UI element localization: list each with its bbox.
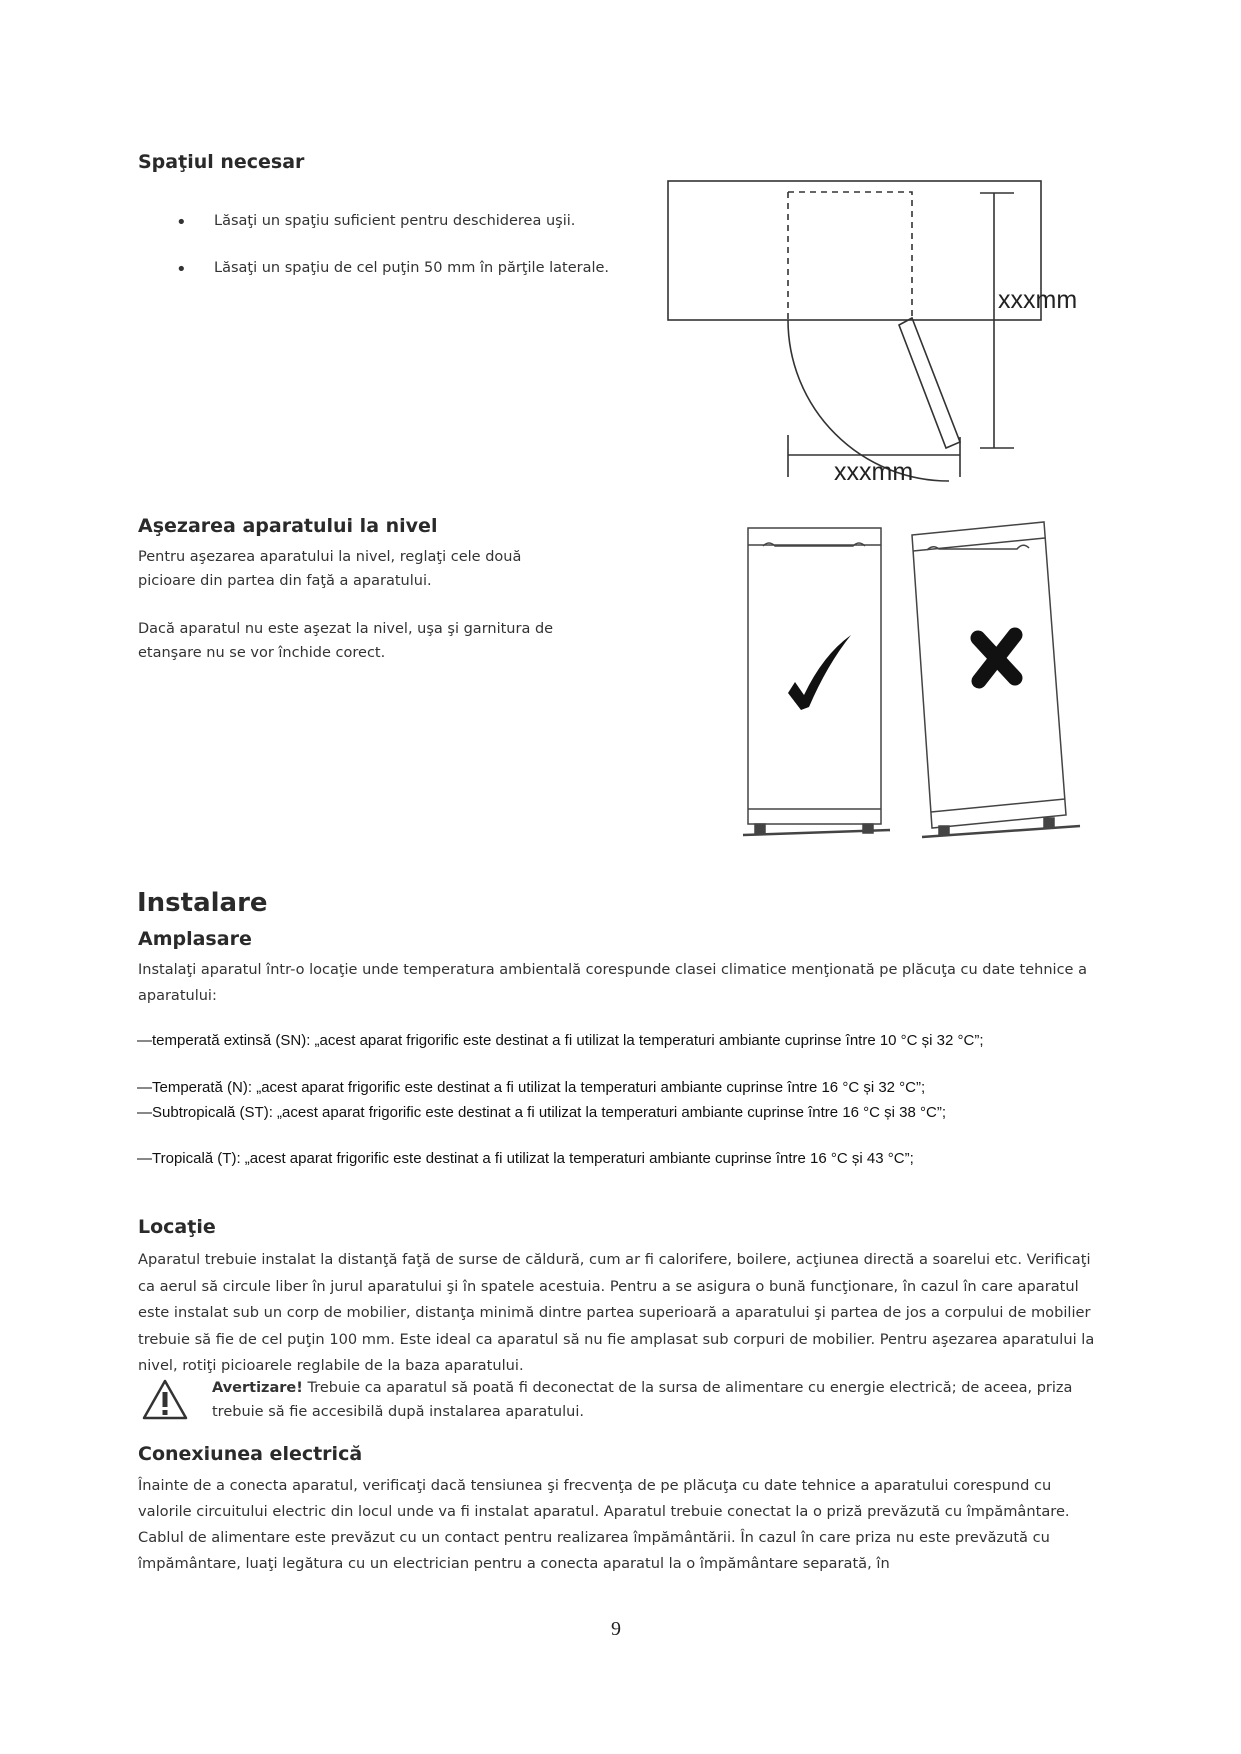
warning-label: Avertizare! — [212, 1380, 303, 1396]
door-swing-arc — [788, 320, 949, 481]
section-title-instalare: Instalare — [137, 888, 268, 918]
amplasare-paragraph: Instalaţi aparatul într-o locaţie unde temperatura ambientală corespunde clasei climatice menţionată pe plăcuţa cu date tehnice a aparatului: — [138, 962, 1087, 1004]
conexiune-paragraph: Înainte de a conecta aparatul, verificaţi dacă tensiunea şi frecvenţa de pe plăcuţa cu date tehnice a aparatului corespund cu valorile circuitului electric din locul unde va fi instalat aparatul. Aparatul trebuie conectat la o priză prevăzută cu împământare. Cablul de alimentare este prevăzut cu un contact pentru realizarea împământării. În cazul în care priza nu este prevăzută cu împământare, luaţi legătura cu un electrician pentru a conecta aparatul la o împământare separată, în — [138, 1477, 1070, 1572]
appliance-top-view — [668, 181, 1041, 320]
height-label: xxxmm — [998, 286, 1078, 314]
door-clearance-diagram — [660, 175, 1100, 485]
level-comparison-illustration — [735, 515, 1100, 845]
open-door-panel — [899, 318, 960, 448]
warning-note — [212, 1376, 1092, 1424]
warning-text: Trebuie ca aparatul să poată fi deconectat de la sursa de alimentare cu energie electrică; de aceea, priza trebuie să fie accesibilă după instalarea aparatului. — [212, 1380, 1073, 1420]
width-label: xxxmm — [834, 458, 914, 485]
warning-triangle-icon — [141, 1378, 189, 1422]
subsection-title-amplasare: Amplasare — [138, 928, 252, 950]
nivel-paragraph-2: Dacă aparatul nu este aşezat la nivel, uşa şi garnitura de etanşare nu se vor închide corect. — [138, 621, 554, 661]
check-mark-icon — [788, 635, 851, 710]
section-title-nivel: Aşezarea aparatului la nivel — [138, 515, 438, 537]
locatie-paragraph: Aparatul trebuie instalat la distanţă faţă de surse de căldură, cum ar fi calorifere, boilere, acţiunea directă a soarelui etc. Verificaţi ca aerul să circule liber în jurul aparatului şi în spatele acestuia. Pentru a se asigura o bună funcţionare, în cazul în care aparatul este instalat sub un corp de mobilier, distanţa minimă dintre partea superioară a aparatului şi partea de jos a corpului de mobilier trebuie să fie de cel puţin 100 mm. Este ideal ca aparatul să nu fie amplasat sub corpuri de mobilier. Pentru aşezarea aparatului la nivel, rotiţi picioarele reglabile de la baza aparatului. — [138, 1251, 1095, 1374]
section-title-conexiune: Conexiunea electrică — [138, 1443, 363, 1465]
page-number: 9 — [611, 1618, 621, 1640]
section-title-spatiu: Spaţiul necesar — [138, 151, 305, 173]
climate-class-t: —Tropicală (T): „acest aparat frigorific este destinat a fi utilizat la temperaturi ambiante cuprinse între 16 °C și 43 °C”; — [137, 1150, 914, 1167]
cross-mark-icon — [978, 635, 1015, 681]
nivel-paragraph-1: Pentru aşezarea aparatului la nivel, reglaţi cele două picioare din partea din faţă a aparatului. — [138, 549, 522, 589]
section-title-locatie: Locaţie — [138, 1216, 216, 1238]
door-outline-dashed — [788, 192, 912, 320]
fridge-tilted-wrong — [912, 522, 1080, 837]
bullet-item: • Lăsaţi un spaţiu de cel puţin 50 mm în părţile laterale. — [176, 259, 610, 280]
climate-class-sn: —temperată extinsă (SN): „acest aparat frigorific este destinat a fi utilizat la temperaturi ambiante cuprinse între 10 °C și 32 °C”; — [137, 1032, 984, 1049]
climate-class-n: —Temperată (N): „acest aparat frigorific este destinat a fi utilizat la temperaturi ambiante cuprinse între 16 °C și 32 °C”; — [137, 1079, 926, 1096]
climate-class-st: —Subtropicală (ST): „acest aparat frigorific este destinat a fi utilizat la temperaturi ambiante cuprinse între 16 °C și 38 °C”; — [137, 1104, 947, 1121]
bullet-item: • Lăsaţi un spaţiu suficient pentru deschiderea uşii. — [176, 212, 576, 233]
